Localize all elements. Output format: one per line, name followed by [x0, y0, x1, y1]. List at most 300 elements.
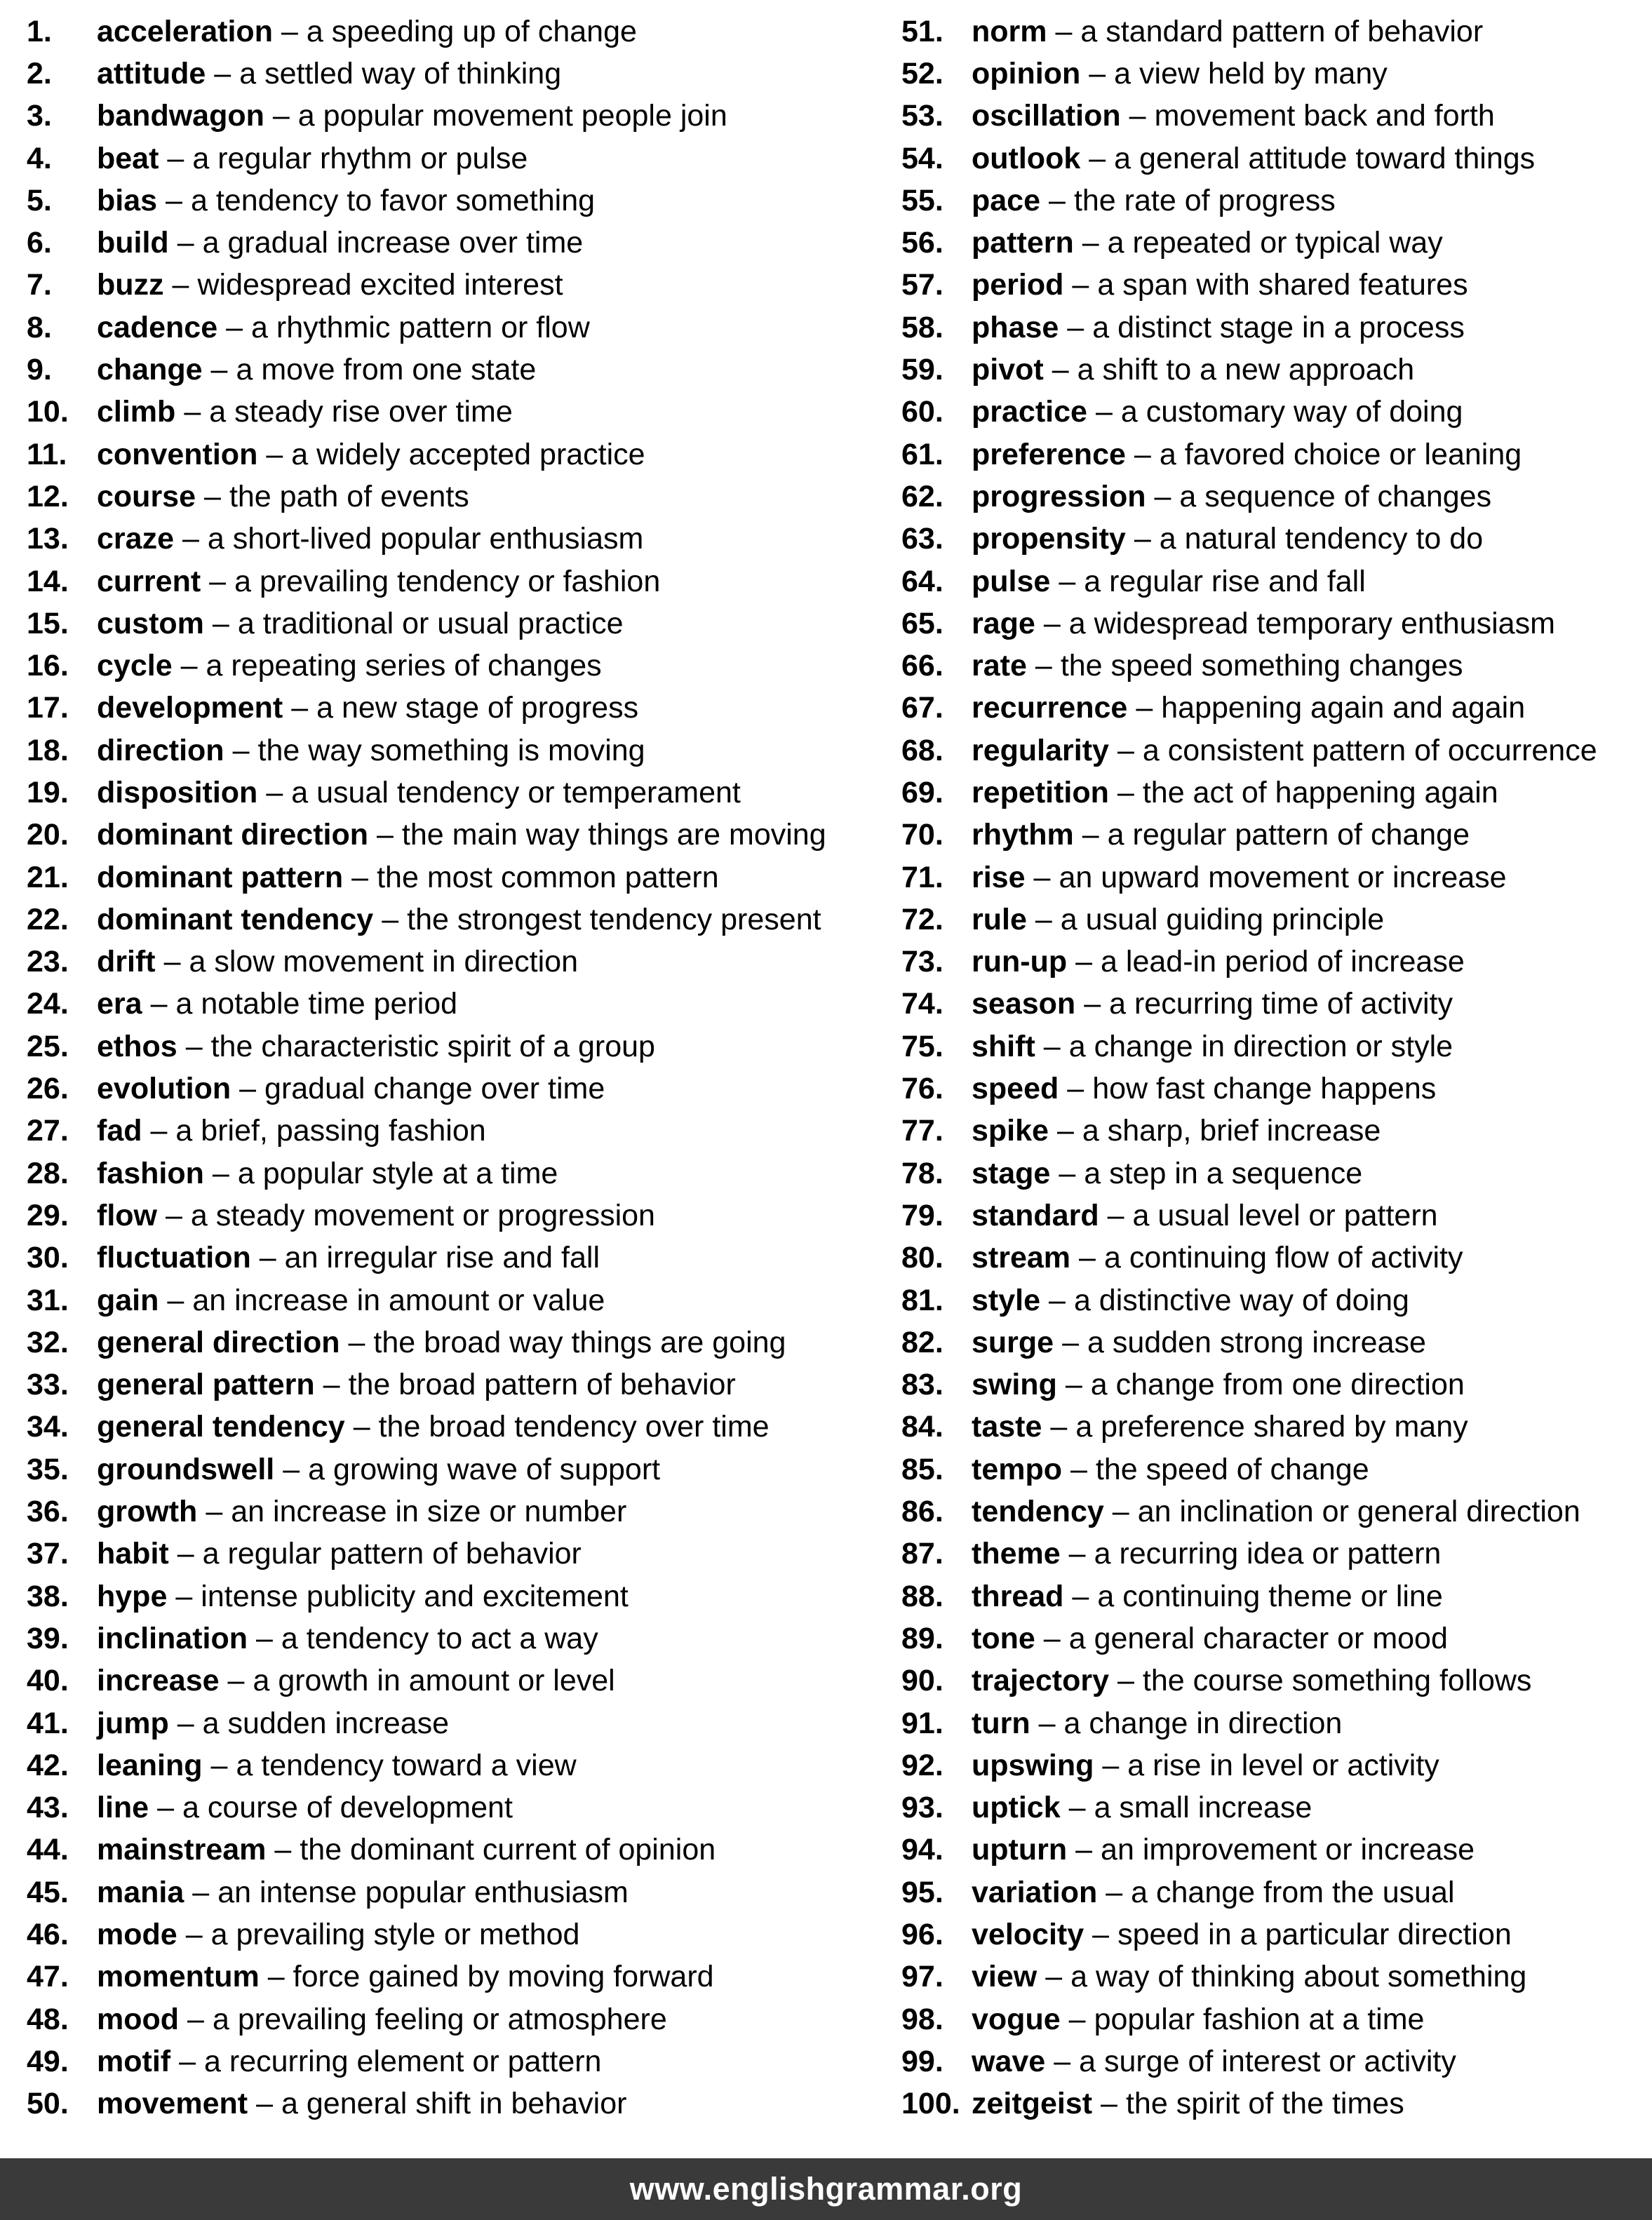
item-definition: a step in a sequence — [1084, 1156, 1363, 1190]
dash-separator: – — [1134, 522, 1151, 556]
list-item — [901, 1152, 1597, 1195]
item-number: 99. — [901, 2044, 943, 2078]
item-text — [972, 1579, 1443, 1613]
item-number: 90. — [901, 1664, 943, 1698]
item-definition: a recurring idea or pattern — [1094, 1537, 1442, 1571]
item-text — [97, 1029, 655, 1063]
item-term: speed — [972, 1072, 1059, 1106]
item-text — [97, 1156, 558, 1190]
item-term: rhythm — [972, 818, 1074, 852]
item-text — [97, 101, 727, 131]
dash-separator: – — [1059, 1156, 1076, 1190]
item-text — [97, 355, 536, 385]
item-definition: gradual change over time — [264, 1072, 605, 1106]
item-definition: intense publicity and excitement — [201, 1579, 629, 1613]
dash-separator: – — [351, 860, 369, 894]
item-number: 64. — [901, 564, 943, 598]
item-definition: a move from one state — [236, 353, 537, 387]
item-number: 22. — [27, 902, 69, 936]
item-definition: the speed something changes — [1060, 649, 1463, 683]
item-definition: a growth in amount or level — [253, 1664, 615, 1698]
dash-separator: – — [179, 2044, 196, 2078]
item-term: convention — [97, 437, 258, 471]
item-term: build — [97, 226, 169, 260]
item-term: standard — [972, 1198, 1099, 1232]
list-item — [27, 603, 826, 645]
item-number: 36. — [27, 1495, 69, 1529]
list-item — [27, 391, 826, 433]
dash-separator: – — [1106, 1875, 1123, 1909]
item-term: taste — [972, 1410, 1042, 1444]
dash-separator: – — [206, 1495, 223, 1529]
item-definition: the rate of progress — [1073, 183, 1336, 217]
item-text — [972, 1497, 1580, 1527]
item-number: 78. — [901, 1156, 943, 1190]
item-number: 77. — [901, 1114, 943, 1148]
item-term: phase — [972, 310, 1059, 344]
list-item — [901, 687, 1597, 729]
item-text — [97, 1706, 450, 1740]
item-number: 91. — [901, 1706, 943, 1740]
item-text — [972, 310, 1465, 344]
item-number: 23. — [27, 945, 69, 979]
item-number: 89. — [901, 1621, 943, 1655]
list-item — [901, 307, 1597, 349]
item-term: swing — [972, 1368, 1057, 1402]
dash-separator: – — [1067, 1072, 1084, 1106]
item-definition: an increase in amount or value — [192, 1283, 605, 1317]
list-item — [27, 1617, 826, 1660]
list-item — [27, 1448, 826, 1491]
item-text — [972, 1116, 1381, 1146]
item-text — [97, 775, 741, 809]
list-item — [27, 180, 826, 222]
item-number: 92. — [901, 1748, 943, 1782]
list-item — [901, 1237, 1597, 1279]
item-definition: a repeated or typical way — [1107, 226, 1443, 260]
item-number: 19. — [27, 775, 69, 809]
dash-separator: – — [1045, 1960, 1063, 1994]
item-term: stage — [972, 1156, 1051, 1190]
item-term: pulse — [972, 564, 1051, 598]
list-item — [901, 137, 1597, 180]
item-definition: an improvement or increase — [1101, 1833, 1475, 1867]
item-number: 52. — [901, 56, 943, 90]
item-number: 100. — [901, 2087, 960, 2121]
list-item — [901, 1406, 1597, 1448]
item-definition: a regular pattern of behavior — [202, 1537, 582, 1571]
item-definition: a sudden strong increase — [1087, 1325, 1426, 1359]
list-item — [27, 1702, 826, 1744]
dash-separator: – — [232, 733, 250, 767]
item-definition: a popular style at a time — [237, 1156, 558, 1190]
list-item — [901, 476, 1597, 518]
dash-separator: – — [226, 310, 243, 344]
dash-separator: – — [348, 1325, 365, 1359]
item-definition: a surge of interest or activity — [1079, 2044, 1456, 2078]
item-term: ethos — [97, 1029, 177, 1063]
item-definition: a slow movement in direction — [189, 945, 578, 979]
item-text — [972, 1621, 1448, 1655]
dash-separator: – — [1117, 733, 1134, 767]
dash-separator: – — [185, 1029, 203, 1063]
dash-separator: – — [1065, 1368, 1082, 1402]
item-term: norm — [972, 14, 1047, 48]
item-text — [97, 693, 638, 723]
dash-separator: – — [377, 818, 394, 852]
dash-separator: – — [150, 1114, 168, 1148]
dash-separator: – — [1129, 99, 1146, 133]
item-number: 3. — [27, 99, 52, 133]
dash-separator: – — [182, 522, 199, 556]
item-definition: a growing wave of support — [308, 1452, 661, 1486]
item-text — [972, 820, 1470, 850]
dash-separator: – — [212, 1156, 229, 1190]
list-item — [901, 1068, 1597, 1110]
item-text — [972, 651, 1463, 681]
dash-separator: – — [1102, 1748, 1120, 1782]
item-term: rise — [972, 860, 1026, 894]
item-term: trajectory — [972, 1664, 1109, 1698]
item-term: general pattern — [97, 1368, 315, 1402]
list-item — [901, 729, 1597, 772]
item-number: 12. — [27, 479, 69, 513]
list-item — [27, 687, 826, 729]
item-term: drift — [97, 945, 156, 979]
list-item — [901, 2040, 1597, 2083]
item-text — [972, 228, 1443, 258]
item-term: recurrence — [972, 691, 1128, 725]
item-definition: a prevailing tendency or fashion — [234, 564, 661, 598]
item-text — [97, 524, 643, 554]
item-text — [972, 1920, 1512, 1950]
item-number: 72. — [901, 902, 943, 936]
item-text — [97, 1621, 598, 1655]
item-term: bandwagon — [97, 99, 264, 133]
dash-separator: – — [1055, 14, 1073, 48]
item-term: progression — [972, 479, 1146, 513]
list-item — [901, 180, 1597, 222]
list-item — [27, 856, 826, 899]
list-item — [901, 222, 1597, 264]
list-item — [27, 137, 826, 180]
item-number: 80. — [901, 1241, 943, 1275]
dash-separator: – — [353, 1410, 370, 1444]
dash-separator: – — [1038, 1706, 1056, 1740]
item-definition: a general character or mood — [1068, 1621, 1448, 1655]
item-definition: the broad tendency over time — [378, 1410, 770, 1444]
item-term: view — [972, 1960, 1037, 1994]
item-number: 70. — [901, 818, 943, 852]
dash-separator: – — [210, 1748, 228, 1782]
item-term: velocity — [972, 1918, 1084, 1951]
item-text — [97, 1283, 605, 1317]
item-term: upturn — [972, 1833, 1068, 1867]
dash-separator: – — [1117, 775, 1134, 809]
item-definition: a rise in level or activity — [1127, 1748, 1439, 1782]
item-text — [972, 1198, 1438, 1232]
list-item — [901, 772, 1597, 814]
item-term: current — [97, 564, 201, 598]
dash-separator: – — [1043, 1621, 1061, 1655]
item-definition: an irregular rise and fall — [284, 1241, 600, 1275]
item-definition: a sequence of changes — [1179, 479, 1492, 513]
dash-separator: – — [1092, 1918, 1110, 1951]
item-definition: a rhythmic pattern or flow — [251, 310, 590, 344]
item-definition: a preference shared by many — [1075, 1410, 1468, 1444]
item-text — [972, 397, 1463, 427]
item-definition: a usual guiding principle — [1060, 902, 1385, 936]
dash-separator: – — [1107, 1198, 1124, 1232]
item-definition: a span with shared features — [1097, 268, 1468, 302]
item-text — [972, 183, 1336, 217]
dash-separator: – — [192, 1875, 210, 1909]
item-definition: the characteristic spirit of a group — [210, 1029, 655, 1063]
list-item — [27, 1364, 826, 1406]
item-term: propensity — [972, 522, 1126, 556]
item-text — [972, 1748, 1439, 1782]
dash-separator: – — [1079, 1241, 1096, 1275]
item-text — [972, 947, 1465, 977]
item-term: development — [97, 691, 283, 725]
item-number: 42. — [27, 1748, 69, 1782]
item-term: line — [97, 1791, 149, 1825]
list-item — [27, 1660, 826, 1702]
item-number: 93. — [901, 1791, 943, 1825]
list-item — [901, 1913, 1597, 1956]
item-definition: the spirit of the times — [1125, 2087, 1404, 2121]
list-item — [901, 1998, 1597, 2040]
list-item — [901, 856, 1597, 899]
item-term: buzz — [97, 268, 164, 302]
dash-separator: – — [1134, 437, 1151, 471]
item-text — [97, 1962, 714, 1992]
item-term: oscillation — [972, 99, 1121, 133]
item-number: 50. — [27, 2087, 69, 2121]
item-definition: happening again and again — [1161, 691, 1526, 725]
dash-separator: – — [1136, 691, 1153, 725]
list-item — [901, 1702, 1597, 1744]
item-number: 67. — [901, 691, 943, 725]
item-definition: the broad pattern of behavior — [348, 1368, 736, 1402]
dash-separator: – — [281, 14, 298, 48]
item-text — [972, 141, 1536, 175]
item-text — [972, 2089, 1404, 2119]
item-number: 38. — [27, 1579, 69, 1613]
item-definition: a course of development — [182, 1791, 513, 1825]
dash-separator: – — [180, 649, 198, 683]
list-item — [27, 1744, 826, 1787]
list-item — [901, 53, 1597, 95]
item-definition: a consistent pattern of occurrence — [1142, 733, 1597, 767]
list-item — [27, 729, 826, 772]
item-text — [97, 1875, 629, 1909]
dash-separator: – — [291, 691, 309, 725]
item-term: pattern — [972, 226, 1074, 260]
item-definition: a new stage of progress — [316, 691, 639, 725]
item-definition: a change in direction or style — [1068, 1029, 1453, 1063]
list-item — [901, 814, 1597, 856]
item-term: motif — [97, 2044, 171, 2078]
list-item — [901, 95, 1597, 137]
item-text — [97, 228, 583, 258]
item-text — [972, 1962, 1526, 1992]
item-text — [97, 56, 562, 90]
item-term: mood — [97, 2002, 180, 2036]
list-item — [27, 1025, 826, 1068]
list-item — [27, 899, 826, 941]
item-text — [972, 1283, 1409, 1317]
item-number: 68. — [901, 733, 943, 767]
item-definition: a short-lived popular enthusiasm — [207, 522, 644, 556]
item-definition: a widely accepted practice — [291, 437, 645, 471]
item-term: acceleration — [97, 14, 273, 48]
item-text — [972, 1875, 1455, 1909]
item-definition: a steady rise over time — [209, 395, 513, 429]
item-text — [97, 606, 624, 640]
dash-separator: – — [1067, 310, 1084, 344]
dash-separator: – — [167, 141, 184, 175]
list-item — [27, 1533, 826, 1575]
item-definition: an increase in size or number — [231, 1495, 627, 1529]
dash-separator: – — [1035, 649, 1052, 683]
dash-separator: – — [1056, 1114, 1074, 1148]
list-item — [901, 1617, 1597, 1660]
item-number: 59. — [901, 353, 943, 387]
item-term: increase — [97, 1664, 220, 1698]
item-text — [97, 310, 590, 344]
list-item — [901, 1956, 1597, 1998]
item-text — [972, 1074, 1436, 1104]
list-item — [27, 349, 826, 391]
item-term: evolution — [97, 1072, 231, 1106]
item-term: climb — [97, 395, 176, 429]
dash-separator: – — [259, 1241, 276, 1275]
dash-separator: – — [184, 395, 201, 429]
item-term: preference — [972, 437, 1126, 471]
list-item — [27, 518, 826, 560]
footer-url: www.englishgrammar.org — [629, 2171, 1023, 2207]
item-number: 74. — [901, 987, 943, 1021]
item-definition: a speeding up of change — [306, 14, 637, 48]
item-definition: how fast change happens — [1092, 1072, 1437, 1106]
dash-separator: – — [1082, 818, 1099, 852]
item-number: 53. — [901, 99, 943, 133]
item-text — [97, 564, 661, 598]
item-number: 7. — [27, 268, 52, 302]
item-term: beat — [97, 141, 159, 175]
item-number: 17. — [27, 691, 69, 725]
item-definition: a widespread temporary enthusiasm — [1068, 606, 1555, 640]
list-item — [901, 560, 1597, 603]
item-term: general tendency — [97, 1410, 345, 1444]
dash-separator: – — [1054, 2044, 1071, 2078]
item-number: 58. — [901, 310, 943, 344]
dash-separator: – — [1035, 902, 1052, 936]
item-text — [972, 524, 1483, 554]
dash-separator: – — [185, 1918, 203, 1951]
item-term: upswing — [972, 1748, 1094, 1782]
item-text — [97, 1412, 770, 1442]
item-number: 97. — [901, 1960, 943, 1994]
item-definition: a sudden increase — [202, 1706, 450, 1740]
item-text — [97, 2044, 602, 2078]
item-definition: a small increase — [1094, 1791, 1312, 1825]
item-text — [97, 1243, 600, 1273]
item-definition: a notable time period — [175, 987, 458, 1021]
item-text — [97, 1497, 626, 1527]
item-text — [972, 1029, 1453, 1063]
list-item — [27, 1237, 826, 1279]
item-definition: an intense popular enthusiasm — [217, 1875, 629, 1909]
item-number: 31. — [27, 1283, 69, 1317]
item-definition: a general attitude toward things — [1114, 141, 1536, 175]
list-item — [901, 1110, 1597, 1152]
item-term: craze — [97, 522, 174, 556]
item-term: uptick — [972, 1791, 1061, 1825]
list-item — [901, 1025, 1597, 1068]
list-item — [27, 941, 826, 983]
item-number: 65. — [901, 606, 943, 640]
item-number: 94. — [901, 1833, 943, 1867]
item-text — [972, 1370, 1465, 1400]
item-term: tempo — [972, 1452, 1062, 1486]
list-item — [27, 645, 826, 687]
item-term: stream — [972, 1241, 1071, 1275]
list-item — [27, 222, 826, 264]
item-term: dominant direction — [97, 818, 368, 852]
list-item — [27, 1279, 826, 1321]
list-item — [27, 1406, 826, 1448]
item-definition: a regular rise and fall — [1084, 564, 1366, 598]
list-item — [27, 772, 826, 814]
dash-separator: – — [166, 183, 182, 217]
item-number: 81. — [901, 1283, 943, 1317]
list-item — [901, 983, 1597, 1025]
item-number: 43. — [27, 1791, 69, 1825]
list-item — [27, 814, 826, 856]
item-text — [97, 1074, 605, 1104]
item-term: momentum — [97, 1960, 260, 1994]
item-number: 26. — [27, 1072, 69, 1106]
dash-separator: – — [175, 1579, 193, 1613]
dash-separator: – — [1062, 1325, 1080, 1359]
list-item — [27, 264, 826, 307]
item-definition: the way something is moving — [257, 733, 645, 767]
item-number: 28. — [27, 1156, 69, 1190]
item-definition: a brief, passing fashion — [175, 1114, 486, 1148]
item-definition: a repeating series of changes — [206, 649, 602, 683]
item-text — [97, 270, 563, 300]
item-definition: a tendency toward a view — [236, 1748, 577, 1782]
item-text — [972, 1793, 1312, 1823]
item-term: style — [972, 1283, 1041, 1317]
dash-separator: – — [266, 775, 283, 809]
list-item — [27, 1152, 826, 1195]
item-text — [972, 1412, 1468, 1442]
item-term: course — [97, 479, 196, 513]
list-item — [901, 1871, 1597, 1913]
list-item — [27, 1871, 826, 1913]
item-term: leaning — [97, 1748, 203, 1782]
list-item — [901, 645, 1597, 687]
dash-separator: – — [274, 1833, 292, 1867]
item-number: 40. — [27, 1664, 69, 1698]
list-item — [901, 2083, 1597, 2125]
item-text — [972, 775, 1498, 809]
list-item — [27, 1068, 826, 1110]
item-term: groundswell — [97, 1452, 275, 1486]
